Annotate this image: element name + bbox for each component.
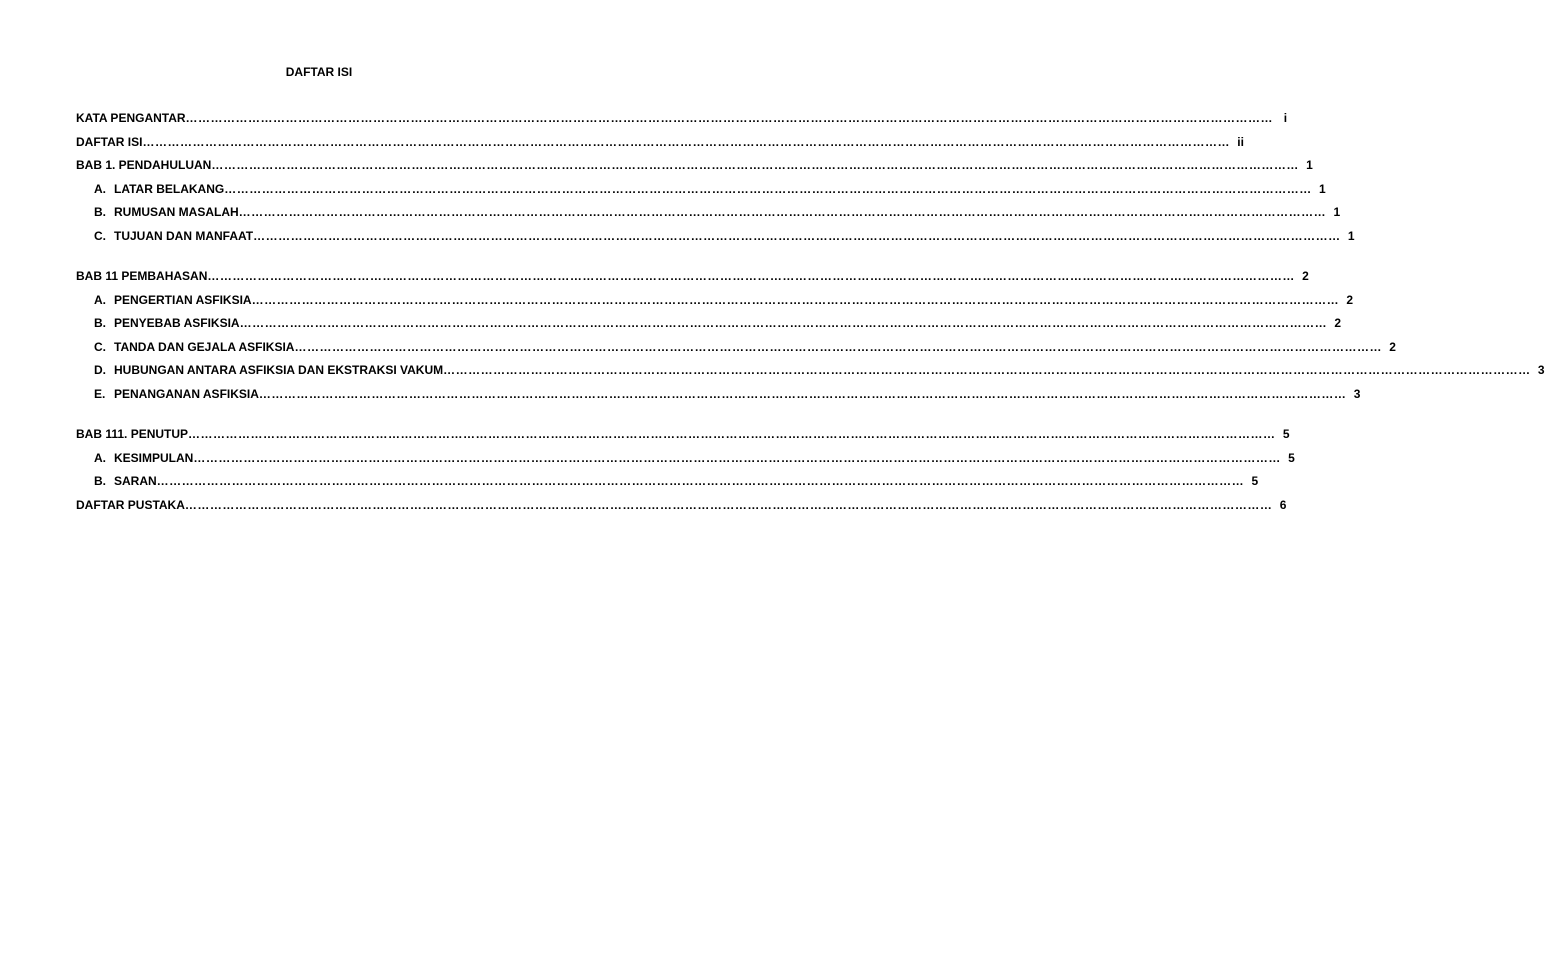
toc-entry-label: PENYEBAB ASFIKSIA [114, 316, 240, 330]
toc-entry-kata-pengantar [76, 110, 1288, 134]
dot-leader: ……………………………………………………………………………………………………………………………………………………………………………………………………………………………………… [253, 228, 1341, 243]
toc-subentry-kesimpulan [76, 450, 1295, 474]
toc-entry-page: 2 [1346, 292, 1354, 307]
dot-leader: ……………………………………………………………………………………………………………………………………………………………………………………………………………………………………… [156, 474, 1245, 488]
dot-leader: ……………………………………………………………………………………………………………………………………………………………………………………………………………………………………… [238, 205, 1327, 219]
toc-entry-letter: B. [94, 316, 106, 330]
toc-entry-letter: D. [94, 363, 106, 377]
toc-entry-page: 3 [1353, 386, 1361, 401]
section-gap [76, 251, 532, 268]
toc-subentry-pengertian-asfiksia [76, 292, 1354, 316]
toc-entry-label: HUBUNGAN ANTARA ASFIKSIA DAN EKSTRAKSI VAKUM [114, 363, 444, 377]
toc-entry-letter: C. [94, 339, 106, 354]
dot-leader: ……………………………………………………………………………………………………………………………………………………………………………………………………………………………………… [443, 363, 1531, 377]
dot-leader: ……………………………………………………………………………………………………………………………………………………………………………………………………………………………………… [251, 292, 1340, 307]
toc-entry-page: 2 [1302, 269, 1309, 283]
toc-subentry-tanda-dan-gejala [76, 339, 1396, 363]
toc-subentry-saran [76, 473, 1259, 497]
section-gap [76, 409, 532, 426]
dot-leader: ……………………………………………………………………………………………………………………………………………………………………………………………………………………………………… [142, 134, 1230, 149]
toc-entry-label: DAFTAR PUSTAKA [76, 497, 185, 512]
toc-entry-bab-1 [76, 157, 1313, 181]
toc-entry-bab-111 [76, 426, 1290, 450]
dot-leader: ……………………………………………………………………………………………………………………………………………………………………………………………………………………………………… [185, 111, 1274, 125]
toc-entry-letter: A. [94, 292, 106, 307]
toc-entry-page: ii [1237, 134, 1244, 149]
toc-entry-letter: B. [94, 474, 106, 488]
toc-entry-label: BAB 1. PENDAHULUAN [76, 158, 212, 172]
dot-leader: ……………………………………………………………………………………………………………………………………………………………………………………………………………………………………… [207, 269, 1295, 283]
toc-entry-label: TANDA DAN GEJALA ASFIKSIA [114, 339, 295, 354]
toc-entry-daftar-pustaka [76, 497, 1287, 521]
toc-entry-page: 1 [1319, 181, 1326, 196]
dot-leader: ……………………………………………………………………………………………………………………………………………………………………………………………………………………………………… [188, 427, 1276, 441]
toc-entry-page: 1 [1333, 205, 1341, 219]
dot-leader: ……………………………………………………………………………………………………………………………………………………………………………………………………………………………………… [239, 316, 1328, 330]
toc-entry-label: PENGERTIAN ASFIKSIA [114, 292, 252, 307]
toc-entry-page: 6 [1279, 497, 1287, 512]
table-of-contents [76, 110, 1545, 520]
toc-entry-page: 5 [1282, 427, 1290, 441]
toc-entry-letter: E. [94, 386, 106, 401]
toc-entry-page: 5 [1288, 450, 1295, 465]
toc-entry-label: DAFTAR ISI [76, 134, 143, 149]
dot-leader: ……………………………………………………………………………………………………………………………………………………………………………………………………………………………………… [193, 450, 1281, 465]
toc-entry-label: KATA PENGANTAR [76, 111, 186, 125]
toc-entry-bab-11 [76, 268, 1309, 292]
toc-entry-label: TUJUAN DAN MANFAAT [114, 228, 254, 243]
toc-entry-label: PENANGANAN ASFIKSIA [114, 386, 259, 401]
toc-entry-page: 1 [1306, 158, 1313, 172]
dot-leader: ……………………………………………………………………………………………………………………………………………………………………………………………………………………………………… [224, 181, 1312, 196]
toc-entry-page: 1 [1347, 228, 1355, 243]
toc-entry-label: LATAR BELAKANG [114, 181, 225, 196]
toc-entry-letter: B. [94, 205, 106, 219]
toc-entry-page: i [1283, 111, 1288, 125]
toc-entry-label: BAB 11 PEMBAHASAN [76, 269, 208, 283]
dot-leader: ……………………………………………………………………………………………………………………………………………………………………………………………………………………………………… [211, 158, 1299, 172]
toc-subentry-rumusan-masalah [76, 204, 1341, 228]
toc-subentry-penanganan-asfiksia [76, 386, 1361, 410]
toc-entry-daftar-isi [76, 134, 1244, 158]
toc-entry-label: BAB 111. PENUTUP [76, 427, 189, 441]
toc-entry-label: KESIMPULAN [114, 450, 194, 465]
dot-leader: ……………………………………………………………………………………………………………………………………………………………………………………………………………………………………… [258, 386, 1347, 401]
dot-leader: ……………………………………………………………………………………………………………………………………………………………………………………………………………………………………… [184, 497, 1273, 512]
toc-entry-page: 2 [1334, 316, 1342, 330]
toc-subentry-latar-belakang [76, 181, 1326, 205]
document-title: DAFTAR ISI [285, 65, 353, 79]
dot-leader: ……………………………………………………………………………………………………………………………………………………………………………………………………………………………………… [294, 339, 1382, 354]
toc-entry-label: SARAN [114, 474, 157, 488]
toc-subentry-tujuan-dan-manfaat [76, 228, 1355, 252]
toc-entry-label: RUMUSAN MASALAH [114, 205, 239, 219]
toc-entry-letter: C. [94, 228, 106, 243]
toc-entry-page: 5 [1251, 474, 1259, 488]
toc-entry-letter: A. [94, 181, 106, 196]
toc-subentry-penyebab-asfiksia [76, 315, 1342, 339]
toc-subentry-hubungan-asfiksia-ekstraksi [76, 362, 1545, 386]
toc-entry-page: 3 [1537, 363, 1545, 377]
toc-entry-page: 2 [1389, 339, 1396, 354]
toc-entry-letter: A. [94, 450, 106, 465]
